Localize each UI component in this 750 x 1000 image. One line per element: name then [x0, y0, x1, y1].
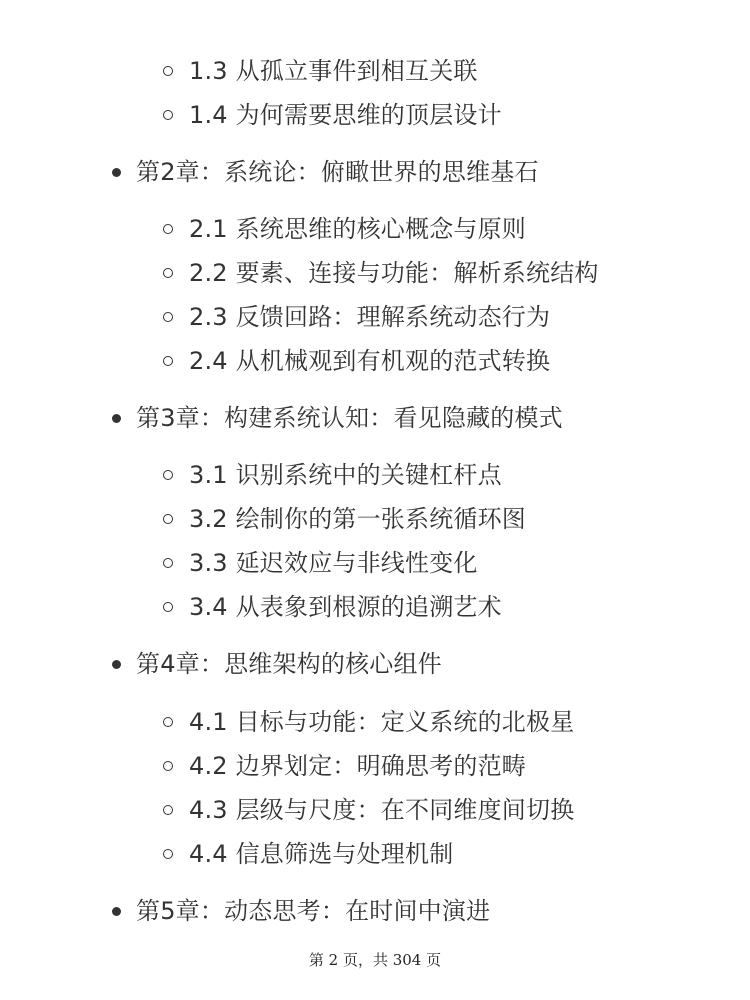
circle-bullet-icon: [163, 356, 173, 366]
toc-section-text: 4.4 信息筛选与处理机制: [189, 840, 454, 868]
toc-section-text: 2.2 要素、连接与功能：解析系统结构: [189, 259, 599, 287]
disc-bullet-icon: [112, 168, 121, 177]
toc-section-item: [0, 49, 478, 93]
toc-section-item: [0, 700, 574, 744]
toc-chapter-item: [0, 396, 563, 440]
toc-section-text: 3.4 从表象到根源的追溯艺术: [189, 593, 502, 621]
toc-section-item: [0, 453, 502, 497]
circle-bullet-icon: [163, 224, 173, 234]
toc-section-item: [0, 541, 478, 585]
page-number-footer: 第 2 页，共 304 页: [308, 951, 442, 969]
toc-chapter-text: 第3章：构建系统认知：看见隐藏的模式: [136, 404, 563, 432]
toc-chapter-item: [0, 150, 539, 194]
circle-bullet-icon: [163, 761, 173, 771]
toc-section-item: [0, 585, 502, 629]
circle-bullet-icon: [163, 268, 173, 278]
circle-bullet-icon: [163, 602, 173, 612]
toc-section-item: [0, 788, 574, 832]
toc-chapter-item: [0, 642, 442, 686]
circle-bullet-icon: [163, 558, 173, 568]
toc-section-item: [0, 339, 550, 383]
toc-section-item: [0, 295, 550, 339]
circle-bullet-icon: [163, 110, 173, 120]
circle-bullet-icon: [163, 805, 173, 815]
disc-bullet-icon: [112, 907, 121, 916]
toc-section-item: [0, 497, 526, 541]
toc-section-item: [0, 744, 526, 788]
toc-chapter-text: 第4章：思维架构的核心组件: [136, 650, 442, 678]
circle-bullet-icon: [163, 717, 173, 727]
toc-section-item: [0, 251, 599, 295]
toc-section-text: 2.4 从机械观到有机观的范式转换: [189, 347, 551, 375]
circle-bullet-icon: [163, 849, 173, 859]
toc-section-text: 4.3 层级与尺度：在不同维度间切换: [189, 796, 575, 824]
disc-bullet-icon: [112, 660, 121, 669]
disc-bullet-icon: [112, 414, 121, 423]
circle-bullet-icon: [163, 514, 173, 524]
toc-section-text: 4.1 目标与功能：定义系统的北极星: [189, 708, 575, 736]
toc-section-text: 1.3 从孤立事件到相互关联: [189, 57, 478, 85]
toc-section-item: [0, 93, 502, 137]
toc-section-text: 2.1 系统思维的核心概念与原则: [189, 215, 526, 243]
toc-section-item: [0, 832, 453, 876]
toc-chapter-text: 第5章：动态思考：在时间中演进: [136, 897, 491, 925]
toc-section-text: 3.3 延迟效应与非线性变化: [189, 549, 478, 577]
toc-section-text: 3.2 绘制你的第一张系统循环图: [189, 505, 526, 533]
toc-section-text: 2.3 反馈回路：理解系统动态行为: [189, 303, 551, 331]
toc-section-text: 4.2 边界划定：明确思考的范畴: [189, 752, 526, 780]
circle-bullet-icon: [163, 312, 173, 322]
toc-chapter-text: 第2章：系统论：俯瞰世界的思维基石: [136, 158, 539, 186]
toc-section-text: 1.4 为何需要思维的顶层设计: [189, 101, 502, 129]
toc-section-item: [0, 207, 526, 251]
circle-bullet-icon: [163, 470, 173, 480]
toc-chapter-item: [0, 889, 490, 933]
toc-section-text: 3.1 识别系统中的关键杠杆点: [189, 461, 502, 489]
circle-bullet-icon: [163, 66, 173, 76]
